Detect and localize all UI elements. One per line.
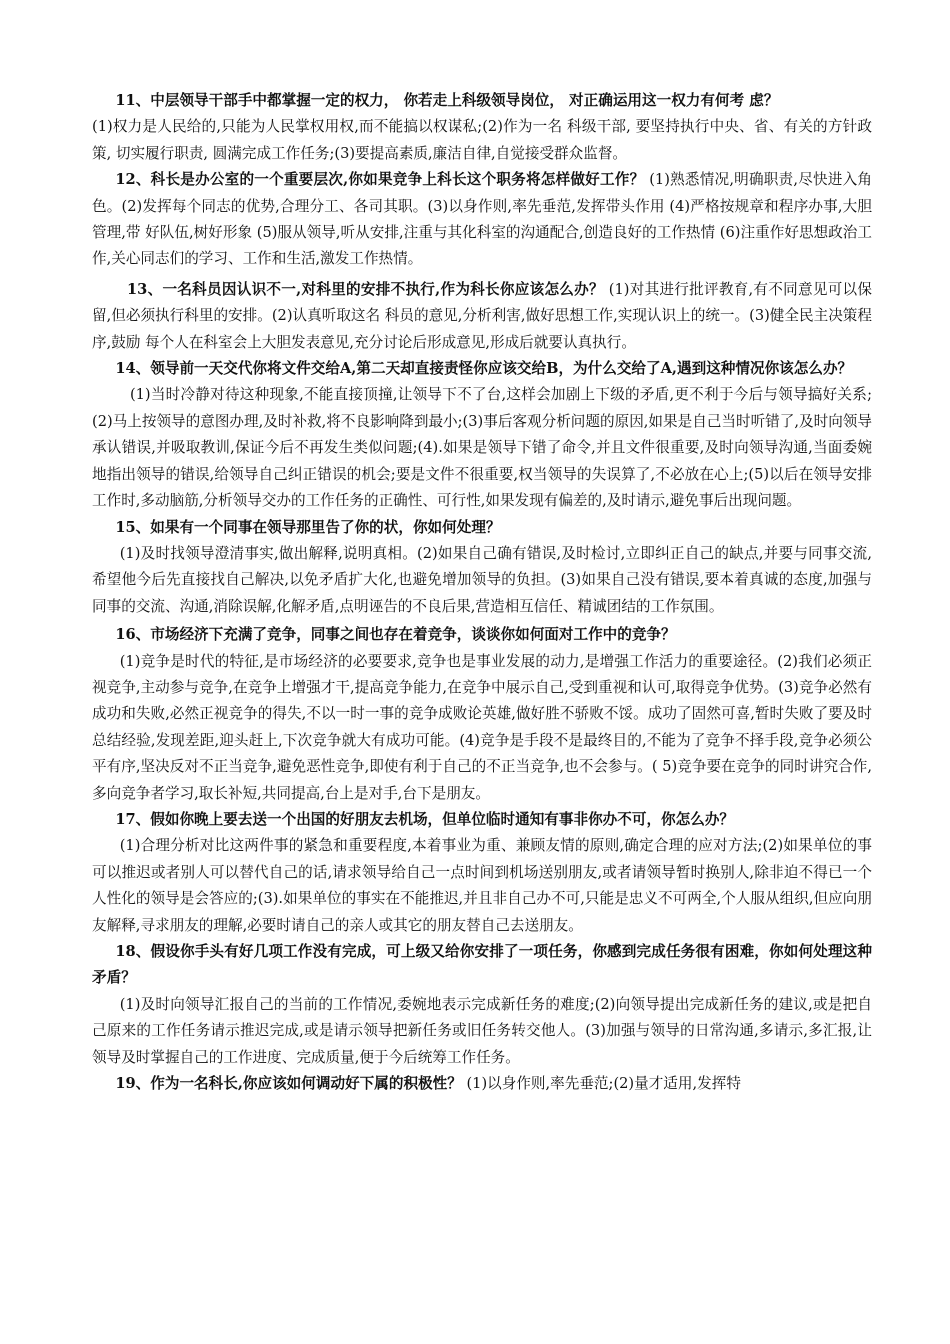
question-14: 14、领导前一天交代你将文件交给A,第二天却直接责怪你应该交给B，为什么交给了A,遇到这种情况你该怎么办？: [115, 360, 853, 378]
answer-19: (1)以身作则,率先垂范;(2)量才适用,发挥特: [466, 1075, 741, 1093]
question-19: 19、作为一名科长,你应该如何调动好下属的积极性？: [115, 1075, 462, 1093]
answer-18: (1)及时向领导汇报自己的当前的工作情况,委婉地表示完成新任务的难度;(2)向领导提出完成新任务的建议,或是把自己原来的工作任务请示推迟完成,或是请示领导把新任务或旧任务转交他人。(3)加强与领导的日常沟通,多请示,多汇报,让领导及时掌握自己的工作进度、完成质量,便于今后统筹工作任务。: [92, 995, 872, 1066]
answer-13: (1)对其进行批评教育,有不同意见可以保留,但必须执行科里的安排。(2)认真听取这名 科员的意见,分析利害,做好思想工作,实现认识上的统一。(3)健全民主决策程序,鼓励 每个人在科室会上大胆发表意见,充分讨论后形成意见,形成后就要认真执行。: [92, 280, 873, 351]
question-17: 17、假如你晚上要去送一个出国的好朋友去机场，但单位临时通知有事非你办不可，你怎么办？: [115, 810, 735, 828]
answer-11: (1)权力是人民给的,只能为人民掌权用权,而不能搞以权谋私;(2)作为一名 科级干部, 要坚持执行中央、省、有关的方针政策, 切实履行职责, 圆满完成工作任务;(3)要提高素质,廉洁自律,自觉接受群众监督。: [92, 118, 872, 162]
answer-17: (1)合理分析对比这两件事的紧急和重要程度,本着事业为重、兼顾友情的原则,确定合理的应对方法;(2)如果单位的事可以推迟或者别人可以替代自己的话,请求领导给自己一点时间到机场送别朋友,或者请领导暂时换别人,除非迫不得已一个人性化的领导是会答应的;(3).如果单位的事实在不能推迟,并且非自己办不可,只能是忠义不可两全,个人服从组织,但应向朋友解释,寻求朋友的理解,必要时请自己的亲人或其它的朋友替自己去送朋友。: [92, 837, 872, 934]
qa-item-19: [92, 1071, 872, 1097]
question-12: 12、科长是办公室的一个重要层次,你如果竞争上科长这个职务将怎样做好工作？: [115, 171, 645, 189]
question-18: 18、假设你手头有好几项工作没有完成，可上级又给你安排了一项任务，你感到完成任务很有困难，你如何处理这种矛盾？: [92, 943, 872, 987]
question-16: 16、市场经济下充满了竞争，同事之间也存在着竞争，谈谈你如何面对工作中的竞争？: [115, 626, 676, 644]
document-page: [92, 88, 872, 1097]
qa-item-11: [92, 88, 872, 167]
answer-15: (1)及时找领导澄清事实,做出解释,说明真相。(2)如果自己确有错误,及时检讨,立即纠正自己的缺点,并要与同事交流,希望他今后先直接找自己解决,以免矛盾扩大化,也避免增加领导的负担。(3)如果自己没有错误,要本着真诚的态度,加强与同事的交流、沟通,消除误解,化解矛盾,点明诬告的不良后果,营造相互信任、精诚团结的工作氛围。: [92, 544, 872, 615]
answer-16: (1)竞争是时代的特征,是市场经济的必要要求,竞争也是事业发展的动力,是增强工作活力的重要途径。(2)我们必须正视竞争,主动参与竞争,在竞争上增强才干,提高竞争能力,在竞争中展示自己,受到重视和认可,取得竞争优势。(3)竞争必然有成功和失败,必然正视竞争的得失,不以一时一事的竞争成败论英雄,做好胜不骄败不馁。成功了固然可喜,暂时失败了要及时总结经验,发现差距,迎头赶上,下次竞争就大有成功可能。(4)竞争是手段不是最终目的,不能为了竞争不择手段,竞争必须公平有序,坚决反对不正当竞争,避免恶性竞争,即使有利于自己的不正当竞争,也不会参与。( 5)竞争要在竞争的同时讲究合作,多向竞争者学习,取长补短,共同提高,台上是对手,台下是朋友。: [92, 652, 872, 802]
question-11: 11、中层领导干部手中都掌握一定的权力， 你若走上科级领导岗位， 对正确运用这一权力有何考 虑？: [115, 92, 779, 109]
answer-14: (1)当时冷静对待这种现象,不能直接顶撞,让领导下不了台,这样会加剧上下级的矛盾,更不利于今后与领导搞好关系;(2)马上按领导的意图办理,及时补救,将不良影响降到最小;(3)事后客观分析问题的原因,如果是自己当时听错了,及时向领导承认错误,并吸取教训,保证今后不再发生类似问题;(4).如果是领导下错了命令,并且文件很重要,及时向领导沟通,当面委婉地指出领导的错误,给领导自己纠正错误的机会;要是文件不很重要,权当领导的失误算了,不必放在心上;(5)以后在领导安排工作时,多动脑筋,分析领导交办的工作任务的正确性、可行性,如果发现有偏差的,及时请示,避免事后出现问题。: [92, 386, 872, 510]
qa-item-13: [92, 277, 872, 356]
answer-12: (1)熟悉情况,明确职责,尽快进入角色。(2)发挥每个同志的优势,合理分工、各司其职。(3)以身作则,率先垂范,发挥带头作用 (4)严格按规章和程序办事,大胆管理,带 好队伍,树好形象 (5)服从领导,听从安排,注重与其化科室的沟通配合,创造良好的工作热情 (6)注重作好思想政治工作,关心同志们的学习、工作和生活,激发工作热情。: [92, 171, 873, 268]
question-15: 15、如果有一个同事在领导那里告了你的状，你如何处理？: [115, 518, 501, 536]
question-13: 13、一名科员因认识不一,对科里的安排不执行,作为科长你应该怎么办？: [127, 280, 604, 298]
qa-item-12: [92, 167, 872, 273]
